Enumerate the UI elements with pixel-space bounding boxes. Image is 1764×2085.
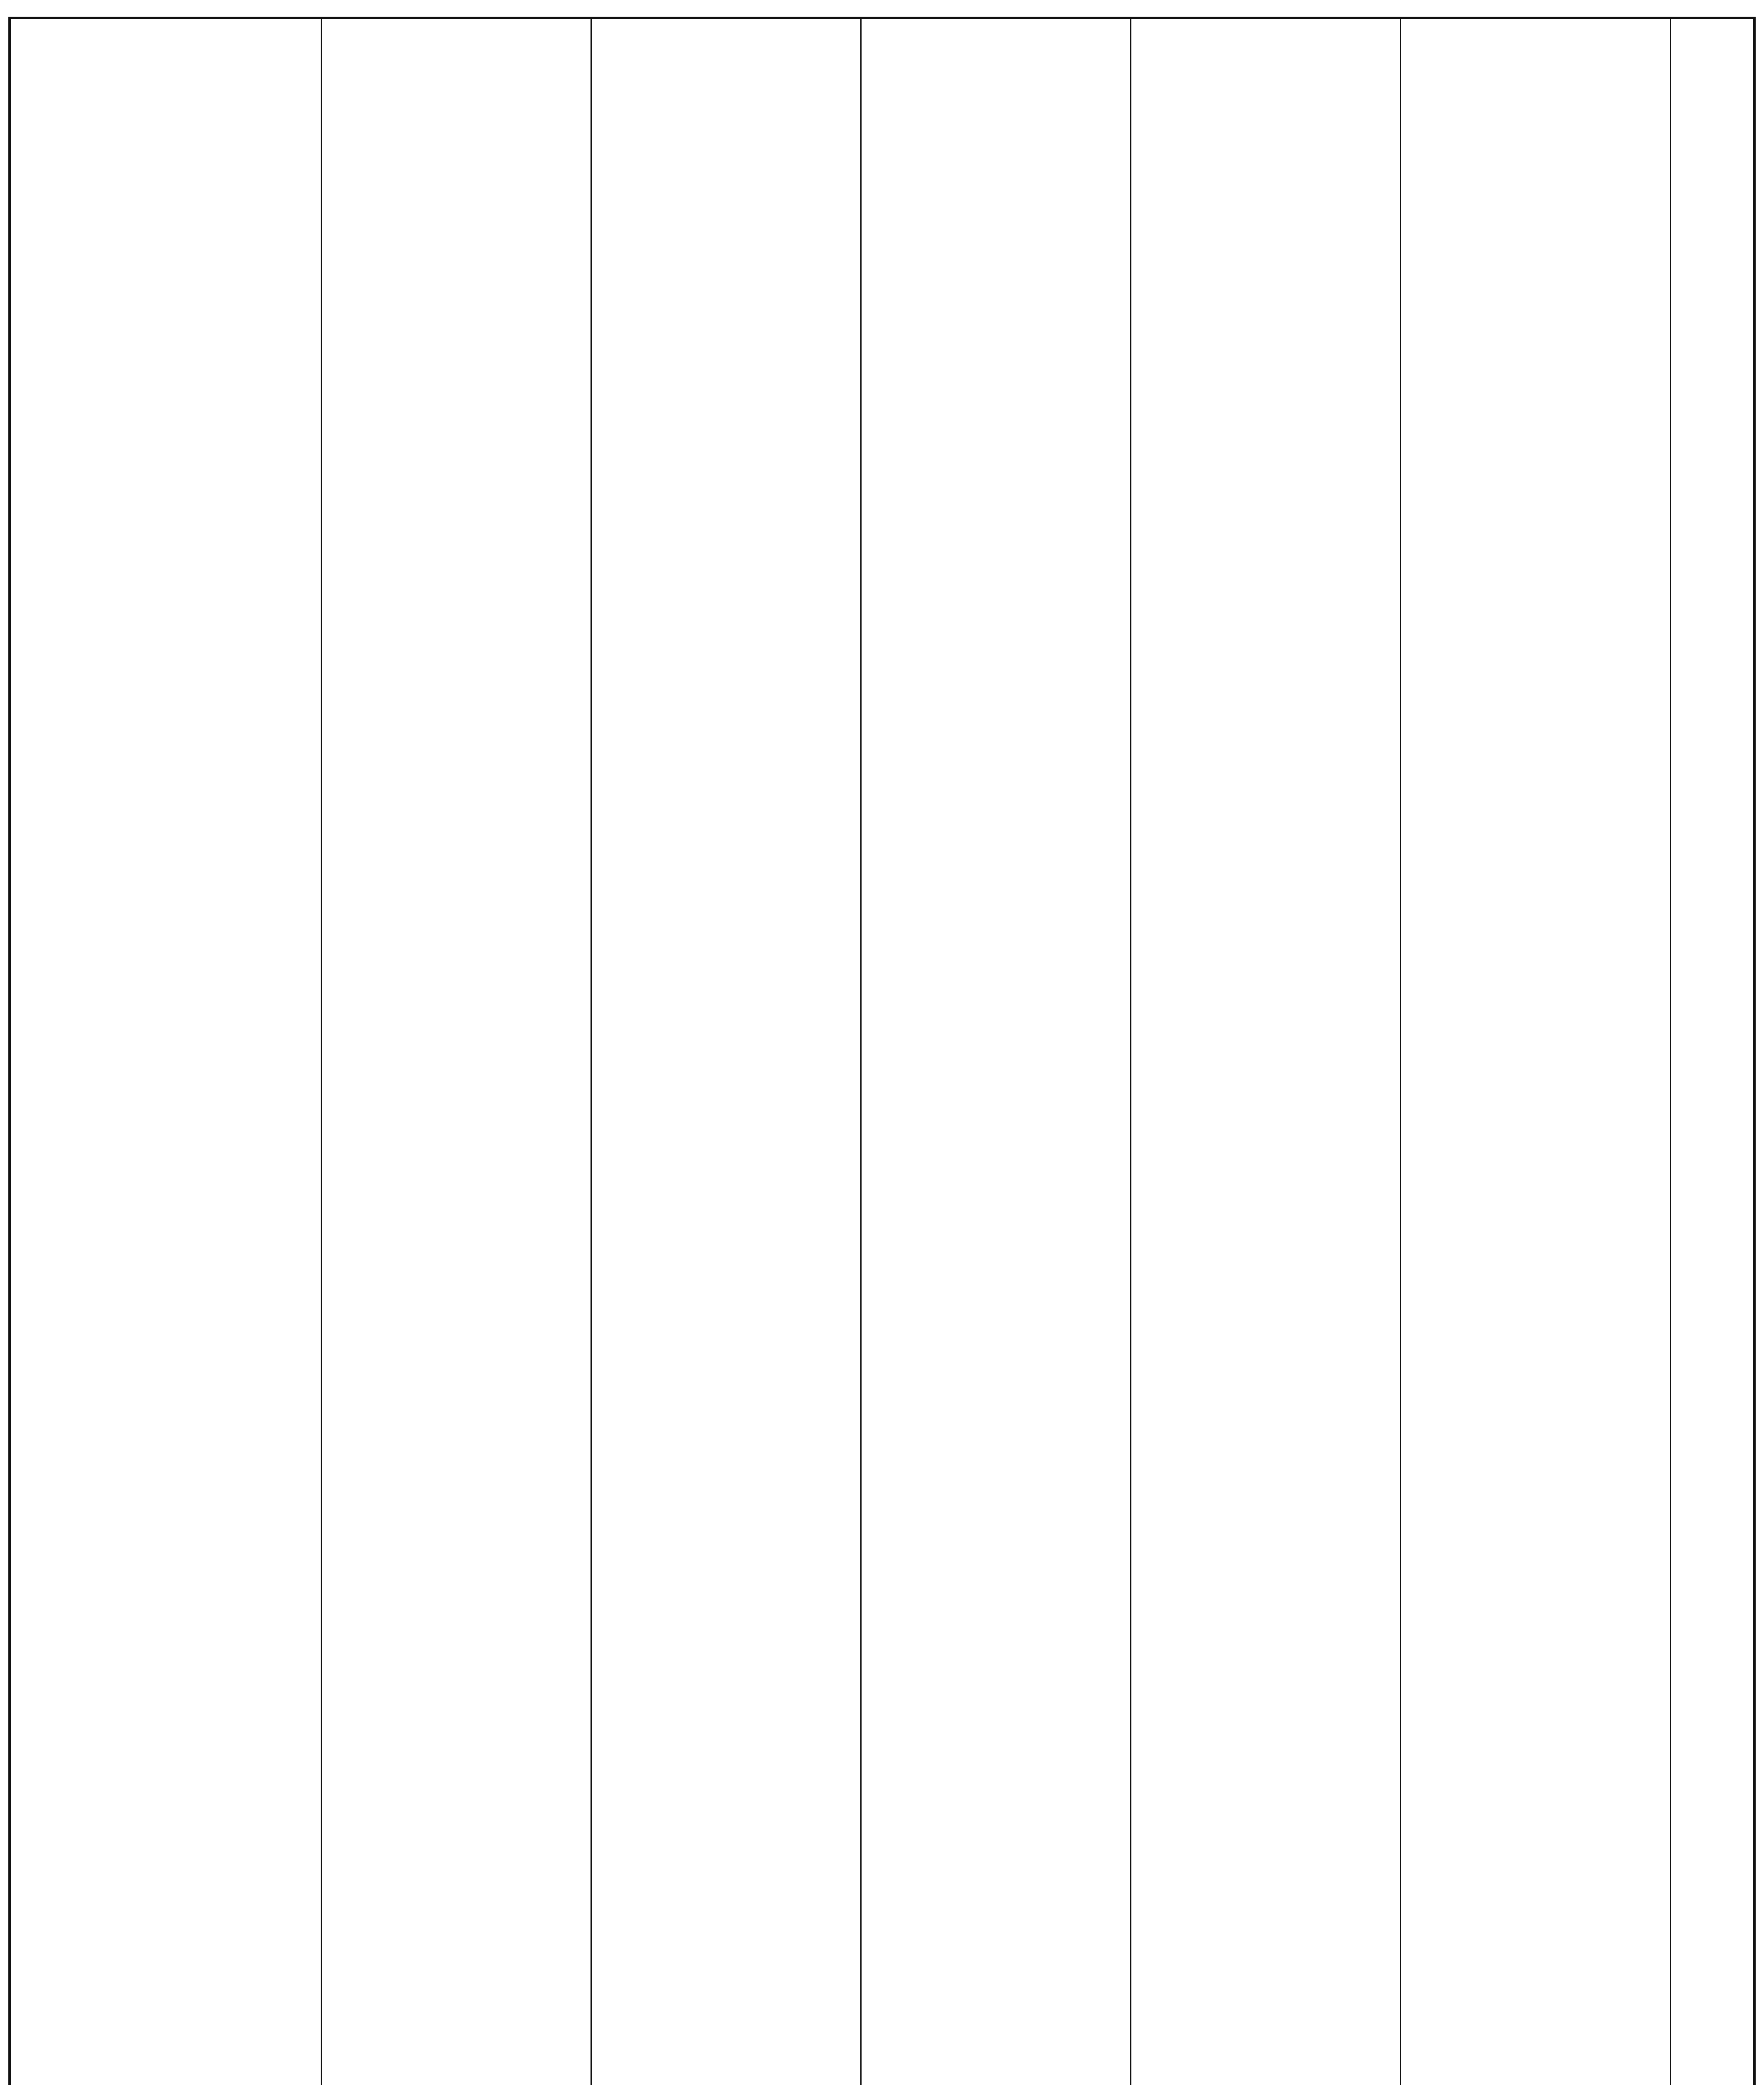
body-current-law <box>11 19 321 2085</box>
text-line <box>143 36 183 2085</box>
text-line <box>304 36 321 2085</box>
text-line <box>23 36 63 2085</box>
text-line <box>804 36 844 2085</box>
row-qiu-yi <box>860 19 1130 2085</box>
row-lai <box>1670 19 1764 2085</box>
text-line <box>495 36 535 2085</box>
row-zheng <box>321 19 591 2085</box>
body-lin <box>1401 19 1670 2085</box>
text-line <box>1724 36 1764 2085</box>
text-line <box>604 36 644 2085</box>
text-line <box>374 36 415 2085</box>
body-zheng <box>322 19 591 2085</box>
body-lai <box>1671 19 1764 2085</box>
row-yang <box>1130 19 1400 2085</box>
text-line <box>264 36 304 2085</box>
body-yang <box>1131 19 1400 2085</box>
text-line <box>575 36 591 2085</box>
comparison-table <box>8 17 1756 2085</box>
text-line <box>415 36 455 2085</box>
text-line <box>224 36 264 2085</box>
text-line <box>844 36 860 2085</box>
text-line <box>455 36 495 2085</box>
text-line <box>535 36 575 2085</box>
text-line <box>1684 36 1724 2085</box>
row-current-law <box>11 19 321 2085</box>
text-line <box>644 36 684 2085</box>
text-line <box>183 36 224 2085</box>
text-line <box>63 36 103 2085</box>
text-line <box>764 36 804 2085</box>
text-line <box>334 36 374 2085</box>
text-line <box>724 36 764 2085</box>
text-line <box>684 36 724 2085</box>
row-lin <box>1400 19 1670 2085</box>
body-qiu <box>592 19 860 2085</box>
row-qiu <box>591 19 860 2085</box>
body-qiu-yi <box>862 19 1130 2085</box>
text-line <box>103 36 143 2085</box>
